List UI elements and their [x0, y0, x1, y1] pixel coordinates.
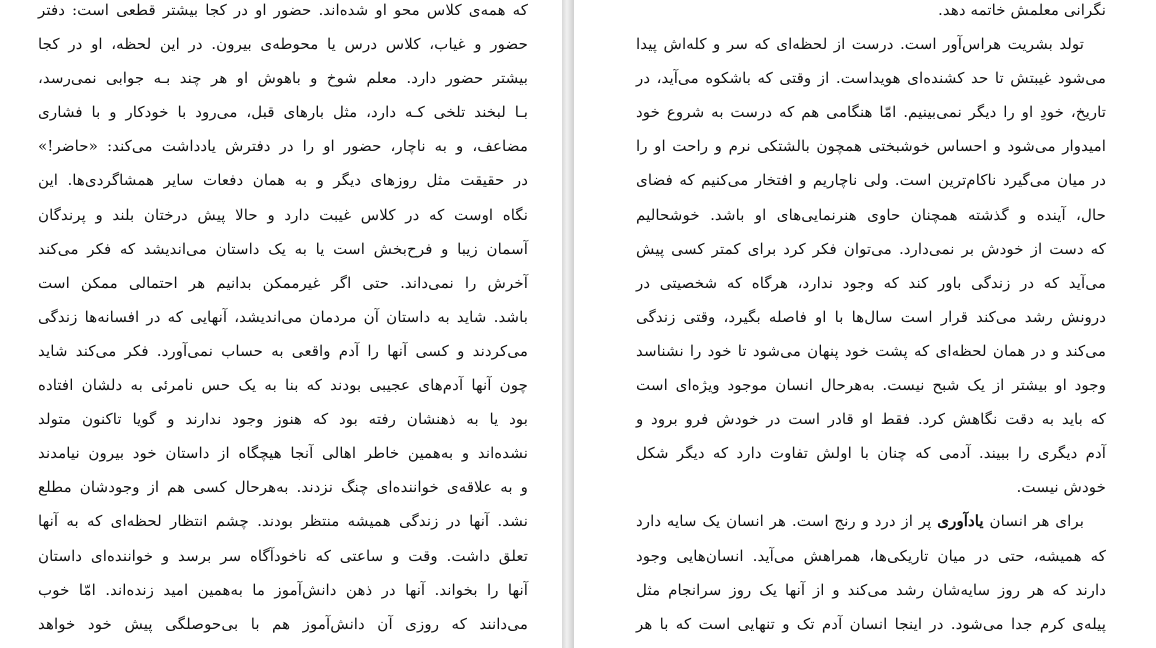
page-gutter [562, 0, 574, 648]
text-line: و به علاقه‌ی خواننده‌ای چنگ نزدند. به‌هرحال کسی هم از وجودشان مطلع [38, 478, 528, 497]
text-line: که همیشه، حتی در میان تاریکی‌ها، همراهش می‌آید. انسان‌هایی وجود [636, 546, 1106, 565]
text-line: در میان می‌گیرد ناکام‌ترین است. ولی ناچاریم و افتخار می‌کنیم که فضای [636, 171, 1106, 190]
text-line: حال، آینده و گذشته همچنان حاوی هنرنمایی‌های او باشد. خوشحالیم [636, 205, 1106, 224]
text-line: آخرش را نمی‌داند. حتی اگر غیرممکن بدانیم هر احتمالی ممکن است [38, 273, 528, 292]
paragraph-first-line: تولد بشریت هراس‌آور است. درست از لحظه‌ای که سر و کله‌اش پیدا [636, 35, 1084, 54]
text-line: که باید به دقت نگاهش کرد. فقط او قادر است در خودش فرو برود و [636, 410, 1106, 429]
text-line: نگاه اوست که در کلاس غیبت دارد و حالا پیش درختان بلند و پرندگان [38, 205, 528, 224]
paragraph-first-line [636, 504, 1106, 538]
text-line: آدم دیگری را ببیند. آدمی که چنان با اولش تفاوت دارد که دیگر شکل [636, 444, 1106, 463]
text-line: امیدوار می‌شود و احساس خوشبختی همچون بالشتکی نرم و راحت او را [636, 137, 1106, 156]
text-run: برای هر انسان [983, 512, 1084, 531]
text-line: تاریخ، خودِ او را دیگر نمی‌بینیم. امّا هنگامی هم که درست به شروع خود [636, 103, 1106, 122]
text-line: می‌کردند و کسی آنها را آدم واقعی به حساب نمی‌آورد. فکر می‌کند شاید [38, 341, 528, 360]
text-line: می‌دانند که روزی آن دانش‌آموز هم با بی‌حوصلگی پیش خود خواهد [38, 614, 528, 633]
text-line: نشده‌اند و به‌همین خاطر اهالی آنجا هیچگاه از داستان خود بیرون نیامدند [38, 444, 528, 463]
text-line: که دست از خودش بر نمی‌دارد. می‌توان فکر کرد برای کمتر کسی پیش [636, 239, 1106, 258]
text-line: پیله‌ی کرم جدا می‌شود. در اینجا انسان آدم تک و تنهایی است که با هر [636, 614, 1106, 633]
text-line: وجود او بیشتر از یک شبح نیست. به‌هرحال انسان موجود ویژه‌ای است [636, 376, 1106, 395]
text-line: درونش رشد می‌کند قرار است سال‌ها با او فاصله بگیرد، وقتی زندگی [636, 307, 1106, 326]
left-text-column [38, 0, 528, 641]
left-page [0, 0, 562, 648]
text-line: می‌کند و در همان لحظه‌ای که پشت خود پنهان می‌شود تا خود را نشناسد [636, 341, 1106, 360]
text-line: می‌شود غیبتش تا حد کشنده‌ای هویداست. از وقتی که باشکوه می‌آید، در [636, 69, 1106, 88]
text-line: حضور و غیاب، کلاس درس یا محوطه‌ی بیرون. در این لحظه، او در کجا [38, 35, 528, 54]
text-run: پر از درد و رنج است. هر انسان یک سایه دارد [636, 512, 938, 531]
text-line: بیشتر حضور دارد. معلم شوخ و باهوش او هر چند بـه جوابی نمی‌رسد، [38, 69, 528, 88]
text-line: بـا لبخند تلخی کـه دارد، مثل بارهای قبل، می‌رود با خودکار و با فشاری [38, 103, 528, 122]
text-line: مضاعف، و به ناچار، حضور او را در دفترش یادداشت می‌کند: «حاضر!» [38, 137, 528, 156]
text-line: دارند که هر روز سایه‌شان رشد می‌کند و از آنها یک روز سرانجام مثل [636, 580, 1106, 599]
bold-word: یادآوری [937, 512, 984, 531]
text-line: آنها را بخواند. آنها در ذهن دانش‌آموز ما به‌همین امید زنده‌اند. امّا خوب [38, 580, 528, 599]
right-page [574, 0, 1156, 648]
text-line: بود یا به ذهنشان رفته بود که هنوز وجود ندارند و گویا تاکنون متولد [38, 410, 528, 429]
text-line: در حقیقت مثل روزهای دیگر و به همان دفعات سایر همشاگردی‌ها. این [38, 171, 528, 190]
text-line: تعلق داشت. وقت و ساعتی که ناخودآگاه سر برسد و خواننده‌ای داستان [38, 546, 528, 565]
text-line: خودش نیست. [1016, 478, 1106, 497]
text-line: که همه‌ی کلاس محو او شده‌اند. حضور او در کجا بیشتر قطعی است: دفتر [38, 1, 528, 19]
text-line: می‌آید که در زندگی باور کند که وجود ندارد، هرگاه که شخصیتی در [636, 273, 1106, 292]
text-line: آسمان زیبا و فرح‌بخش است یا به یک داستان می‌اندیشد که فکر می‌کند [38, 239, 528, 258]
text-line: نشد. آنها در زندگی همیشه منتظر بودند. چشم انتظار لحظه‌ای که به آنها [38, 512, 528, 531]
text-line: چون آنها آدم‌های عجیبی بودند که بنا به یک حس نامرئی به دلشان افتاده [38, 376, 528, 395]
right-text-column [636, 0, 1106, 641]
text-line: نگرانی معلمش خاتمه دهد. [938, 1, 1106, 19]
text-line: باشد. شاید به داستان آن مردمان می‌اندیشد، آنهایی که در افسانه‌ها زندگی [38, 307, 528, 326]
